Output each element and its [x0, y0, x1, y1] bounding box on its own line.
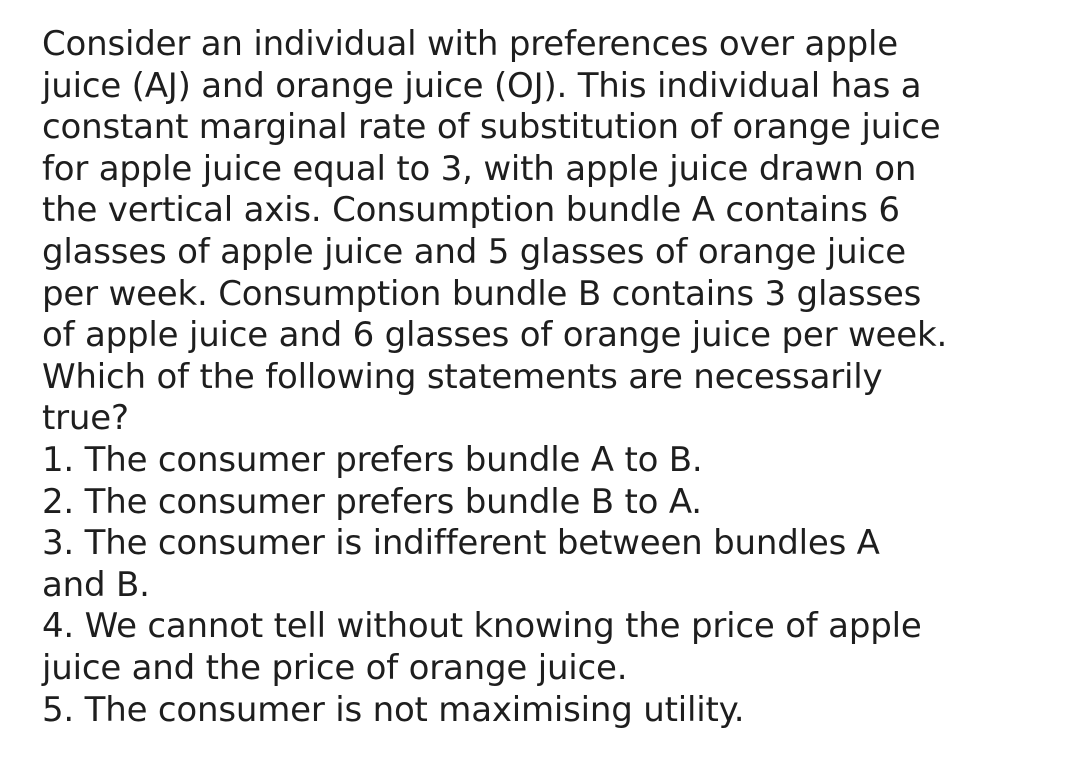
question-line: true?	[42, 398, 129, 439]
option-text: and B.	[42, 564, 150, 605]
option-text: 5. The consumer is not maximising utility.	[42, 689, 745, 730]
question-line: Consider an individual with preferences over apple	[42, 24, 898, 64]
question-line: for apple juice equal to 3, with apple juice drawn on	[42, 148, 917, 189]
option-text: 3. The consumer is indifferent between bundles A	[42, 523, 880, 564]
document-body	[42, 24, 1062, 731]
option-1	[42, 440, 1062, 482]
question-line: constant marginal rate of substitution of orange juice	[42, 107, 941, 148]
option-text: juice and the price of orange juice.	[42, 647, 628, 688]
question-line: Which of the following statements are necessarily	[42, 356, 883, 397]
question-line: the vertical axis. Consumption bundle A contains 6	[42, 190, 900, 231]
question-line: glasses of apple juice and 5 glasses of orange juice	[42, 231, 906, 272]
option-4	[42, 606, 1062, 689]
option-3	[42, 523, 1062, 606]
option-5	[42, 690, 1062, 732]
question-line: juice (AJ) and orange juice (OJ). This individual has a	[42, 65, 922, 106]
question-line: of apple juice and 6 glasses of orange juice per week.	[42, 315, 948, 356]
option-text: 1. The consumer prefers bundle A to B.	[42, 439, 703, 480]
question-text	[42, 24, 1062, 440]
question-line: per week. Consumption bundle B contains 3 glasses	[42, 273, 922, 314]
answer-options	[42, 440, 1062, 731]
option-text: 4. We cannot tell without knowing the price of apple	[42, 606, 922, 647]
option-text: 2. The consumer prefers bundle B to A.	[42, 481, 702, 522]
option-2	[42, 482, 1062, 524]
